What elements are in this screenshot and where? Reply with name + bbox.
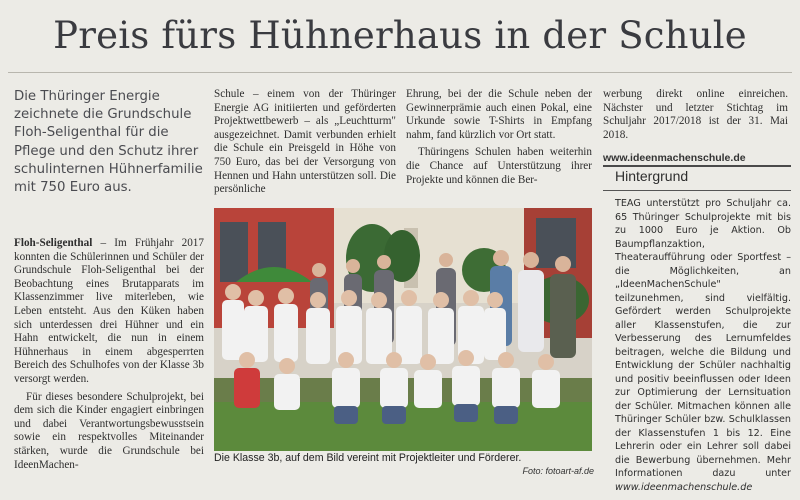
- photo-caption: Die Klasse 3b, auf dem Bild vereint mit Projektleiter und Förderer.: [214, 452, 522, 464]
- website-link[interactable]: www.ideenmachenschule.de: [603, 152, 746, 164]
- dateline: Floh-Seligenthal: [14, 237, 93, 249]
- paragraph: Für dieses besondere Schulprojekt, bei dem sich die Kinder engagiert einbringen und dabei Verantwortungsbewusstsein sowie ein respektvolles Miteinander stärken, wurde die Grundschule bei IdeenMachen-: [14, 390, 204, 471]
- sidebar-text: TEAG unterstützt pro Schuljahr ca. 65 Thüringer Schulprojekte mit bis zu 1000 Euro je Aktion. Ob Baumpflanzaktion, Theateraufführung oder Sportfest – die Möglichkeiten, an „IdeenMachenSchule" teilzunehmen, sind vielfältig. Gefördert werden Schulprojekte aller Klassenstufen, die zur Verbesserung des Lernumfeldes beitragen, welche die Bildung und Entwicklung der Schüler nachhaltig und positiv beeinflussen oder Ideen zur Optimierung der Lernsituation der Schüler. Mitmachen können alle Thüringer Schüler bzw. Schulklassen der Klassenstufen 1 bis 12. Eine Lehrerin oder ein Lehrer soll dabei die Bewerbung übernehmen. Mehr Informationen dazu unter: [615, 198, 791, 479]
- article-column-3: [406, 88, 592, 187]
- article-column-2: [214, 88, 396, 197]
- article-column-4: [603, 88, 788, 142]
- photo-credit: Foto: fotoart-af.de: [522, 466, 594, 476]
- paragraph: Thüringens Schulen haben weiterhin die Chance auf Unterstützung ihrer Projekte und können die Ber-: [406, 146, 592, 186]
- paragraph: Ehrung, bei der die Schule neben der Gewinnerprämie auch einen Pokal, eine Urkunde sowie T-Shirts in Empfang nahm, fand kürzlich vor Ort statt.: [406, 88, 592, 141]
- headline: Preis fürs Hühnerhaus in der Schule: [53, 14, 747, 57]
- paragraph: werbung direkt online einreichen. Nächster und letzter Stichtag im Schuljahr 2017/2018 ist der 31. Mai 2018.: [603, 88, 788, 141]
- sidebar-box: [603, 165, 791, 493]
- sidebar-title: Hintergrund: [603, 167, 791, 191]
- group-photo-image: [214, 208, 592, 451]
- paragraph: [14, 237, 204, 387]
- group-photo: [214, 208, 592, 451]
- paragraph: Schule – einem von der Thüringer Energie AG initiierten und geförderten Projektwettbewerb – als „Leuchtturm" ausgezeichnet. Damit verbunden erhielt die Schule ein Preisgeld in Höhe von 750 Euro, das bei der Versorgung von Hennen und Hahn unterstützen soll. Die persönliche: [214, 88, 396, 196]
- lead-paragraph: Die Thüringer Energie zeichnete die Grundschule Floh-Seligenthal für die Pflege und den Schutz ihrer schulinternen Hühnerfamilie mit 750 Euro aus.: [14, 89, 203, 196]
- paragraph-text: – Im Frühjahr 2017 konnten die Schülerinnen und Schüler der Grundschule Floh-Seligenthal bei der Beobachtung eines Brutapparats im Klassenzimmer live miterleben, wie Leben entsteht. Aus den Küken haben sich unterdessen drei Hühner und ein Hahn entwickelt, die nun in einem Hühnerhaus in einem abgesperrten Bereich des Schulhofes von der Klasse 3b versorgt werden.: [14, 237, 204, 385]
- article-column-1: [14, 237, 204, 472]
- headline-rule: [8, 72, 792, 73]
- sidebar-body: [615, 197, 791, 494]
- sidebar-url[interactable]: www.ideenmachenschule.de: [615, 481, 753, 493]
